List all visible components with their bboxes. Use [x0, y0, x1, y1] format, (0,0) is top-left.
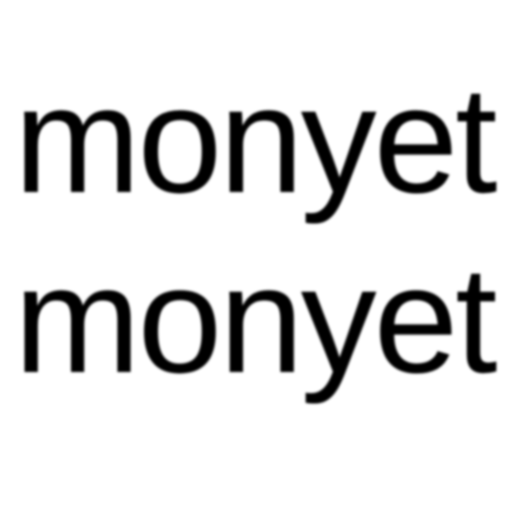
text-line-1: monyet: [14, 55, 495, 225]
text-line-2: monyet: [14, 235, 495, 405]
